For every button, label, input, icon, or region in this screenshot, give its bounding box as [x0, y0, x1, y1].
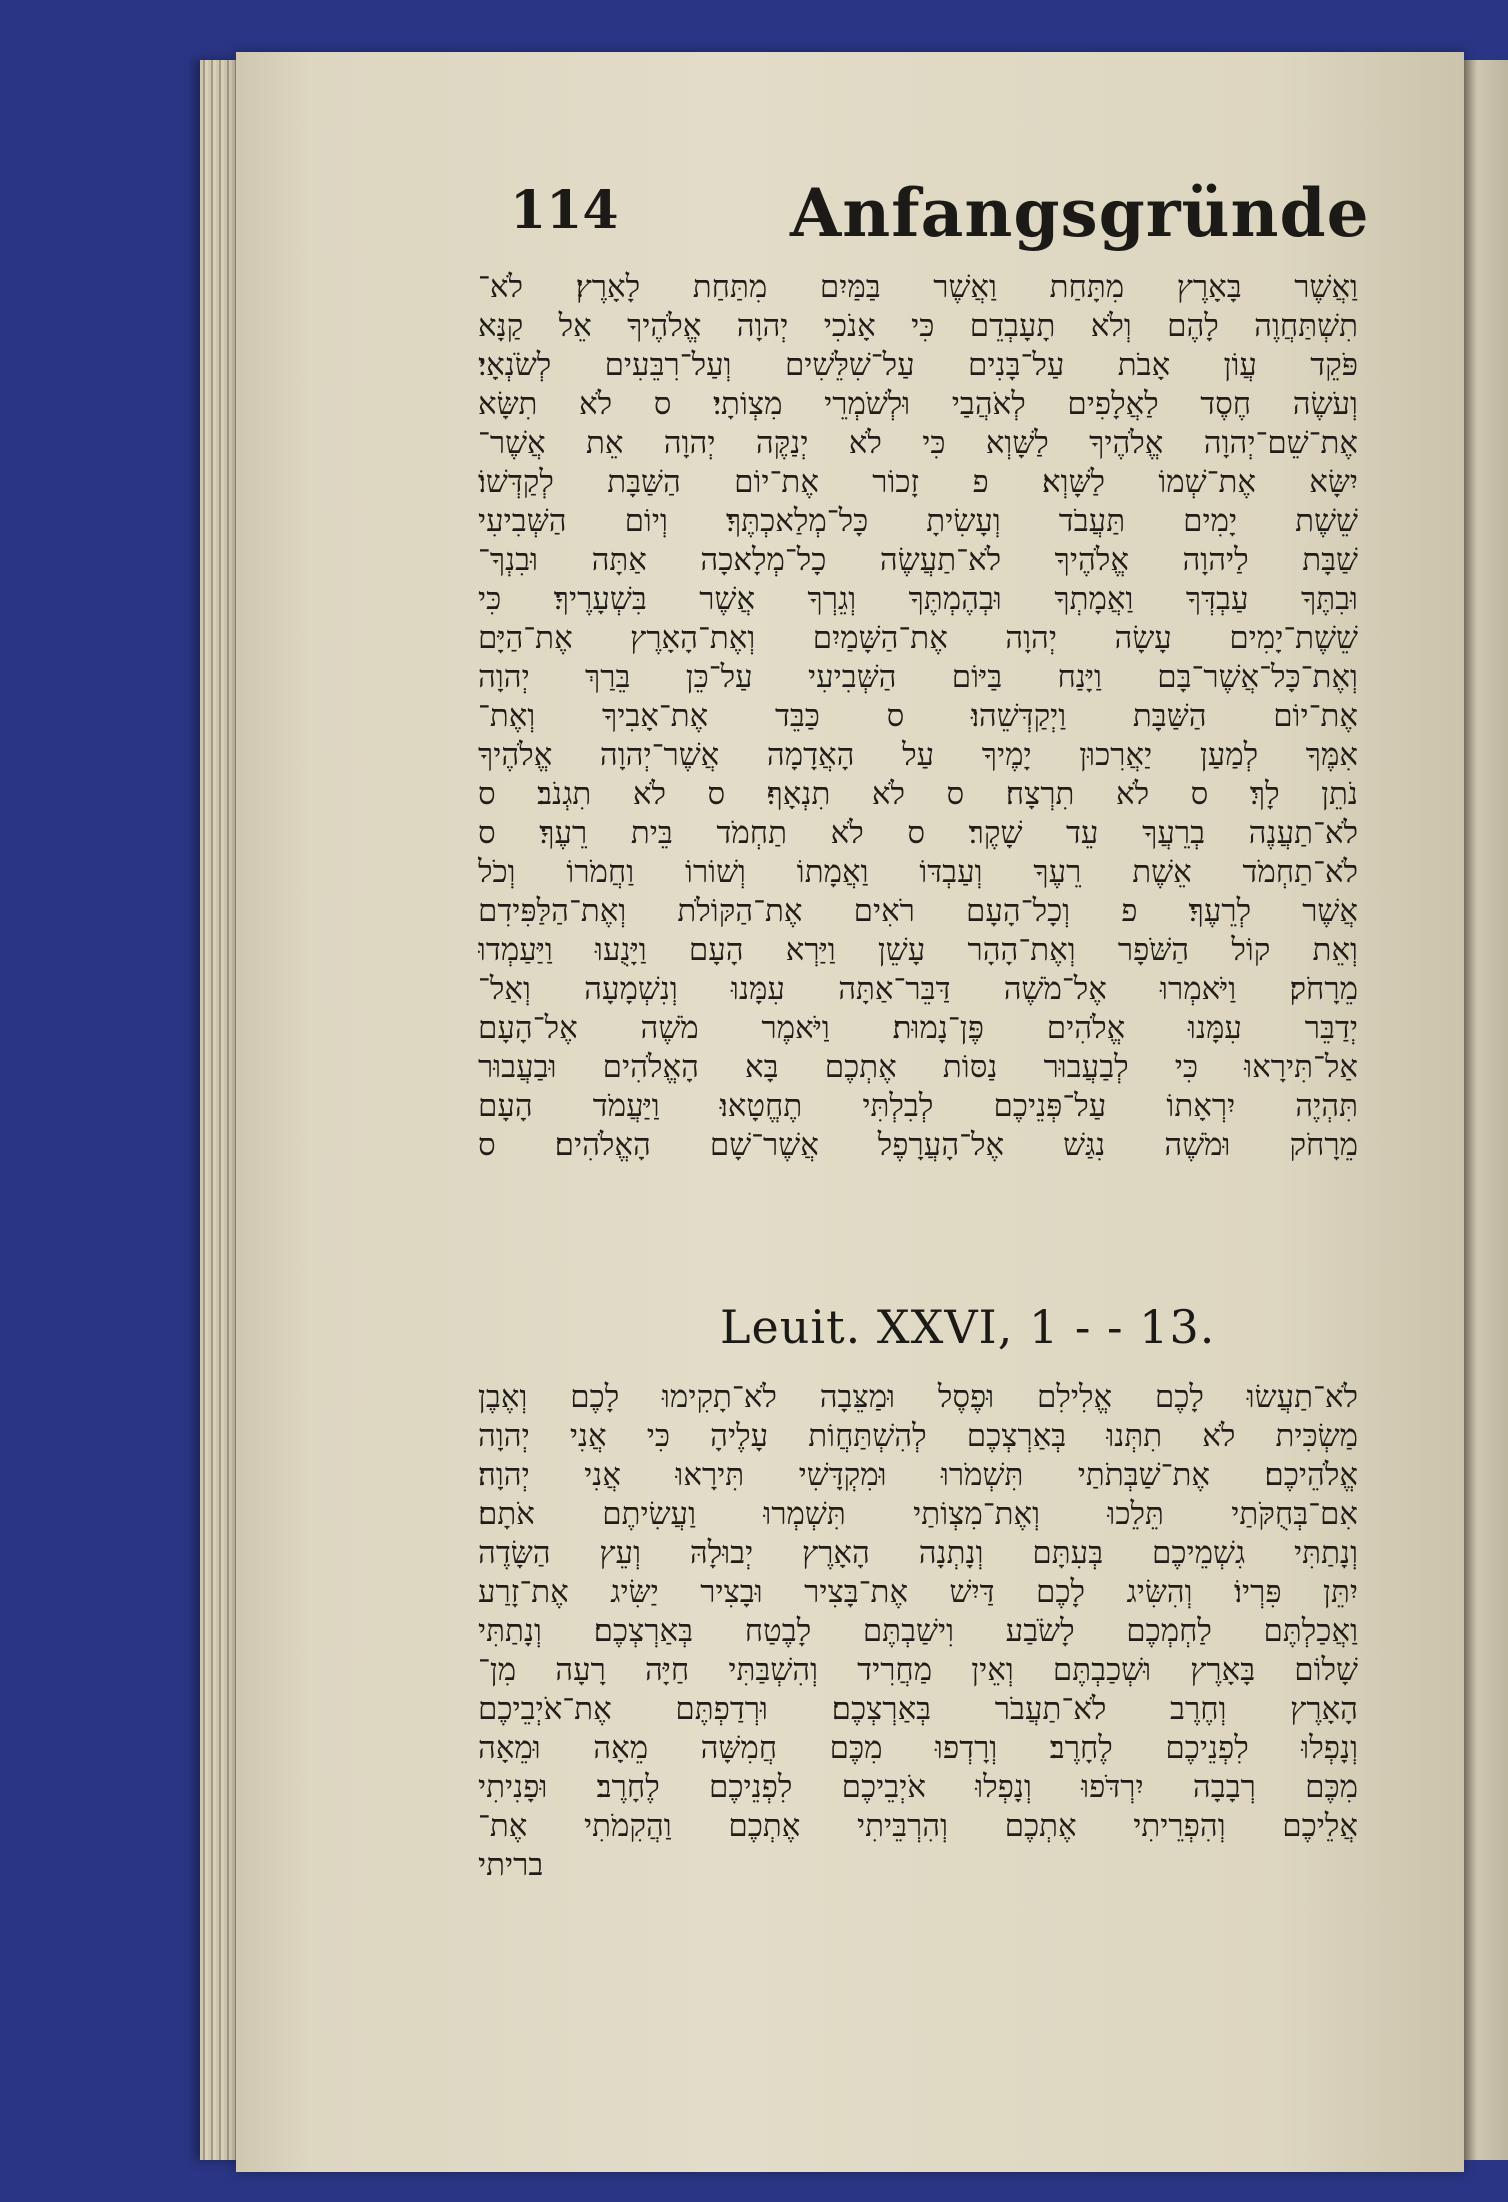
text-line: תִשְׁתַּחֲוֶה לָהֶם וְלֹא תָעָבְדֵם כִּי אָנֹכִי יְהוָה אֱלֹהֶיךָ אֵל קַנָּא [478, 308, 1358, 344]
text-line: אַל־תִּירָאוּ כִּי לְבַעֲבוּר נַסּוֹת אֶתְכֶם בָּא הָאֱלֹהִים וּבַעֲבוּר [478, 1049, 1358, 1085]
text-line: וְאֶת־כָּל־אֲשֶׁר־בָּם וַיָּנַח בַּיּוֹם הַשְּׁבִיעִי עַל־כֵּן בֵּרַךְ יְהוָה [478, 659, 1358, 695]
text-line: פֹּקֵד עֲוֹן אָבֹת עַל־בָּנִים עַל־שִׁלֵּשִׁים וְעַל־רִבֵּעִים לְשֹׂנְאָי׃ [478, 347, 1358, 383]
text-line: אֲלֵיכֶם וְהִפְרֵיתִי אֶתְכֶם וְהִרְבֵּיתִי אֶתְכֶם וַהֲקִמֹתִי אֶת־ [478, 1808, 1358, 1844]
text-line: מִכֶּם רְבָבָה יִרְדֹּפוּ וְנָפְלוּ אֹיְבֵיכֶם לִפְנֵיכֶם לֶחָרֶב׃ וּפָנִיתִי [478, 1769, 1358, 1805]
text-line: וַאֲכַלְתֶּם לַחְמְכֶם לָשֹׂבַע וִישַׁבְתֶּם לָבֶטַח בְּאַרְצְכֶם׃ וְנָתַתִּי [478, 1613, 1358, 1649]
text-line: נֹתֵן לָךְ׃ ס לֹא תִרְצָח׃ ס לֹא תִנְאָף׃ ס לֹא תִגְנֹב׃ ס [478, 776, 1358, 812]
text-line: וּבִתֶּךָ עַבְדְּךָ וַאֲמָתְךָ וּבְהֶמְתֶּךָ וְגֵרְךָ אֲשֶׁר בִּשְׁעָרֶיךָ׃ כִּי [478, 581, 1358, 617]
text-line: וְאֵת קוֹל הַשֹּׁפָר וְאֶת־הָהָר עָשֵׁן וַיַּרְא הָעָם וַיָּנֻעוּ וַיַּעַמְדוּ [478, 932, 1358, 968]
text-line: וְנָפְלוּ לִפְנֵיכֶם לֶחָרֶב׃ וְרָדְפוּ מִכֶּם חֲמִשָּׁה מֵאָה וּמֵאָה [478, 1730, 1358, 1766]
text-line: אִמֶּךָ לְמַעַן יַאֲרִכוּן יָמֶיךָ עַל הָאֲדָמָה אֲשֶׁר־יְהוָה אֱלֹהֶיךָ [478, 737, 1358, 773]
text-line: אֶת־יוֹם הַשַּׁבָּת וַיְקַדְּשֵׁהוּ׃ ס כַּבֵּד אֶת־אָבִיךָ וְאֶת־ [478, 698, 1358, 734]
text-line: לֹא־תַחְמֹד אֵשֶׁת רֵעֶךָ וְעַבְדּוֹ וַאֲמָתוֹ וְשׁוֹרוֹ וַחֲמֹרוֹ וְכֹל [478, 854, 1358, 890]
text-line: אִם־בְּחֻקֹּתַי תֵּלֵכוּ וְאֶת־מִצְוֹתַי תִּשְׁמְרוּ וַעֲשִׂיתֶם אֹתָם׃ [478, 1496, 1358, 1532]
text-line: אֱלֹהֵיכֶם׃ אֶת־שַׁבְּתֹתַי תִּשְׁמֹרוּ וּמִקְדָּשִׁי תִּירָאוּ אֲנִי יְהוָה׃ [478, 1457, 1358, 1493]
text-line: יְדַבֵּר עִמָּנוּ אֱלֹהִים פֶּן־נָמוּת׃ וַיֹּאמֶר מֹשֶׁה אֶל־הָעָם [478, 1010, 1358, 1046]
section-heading: Leuit. XXVI, 1 - - 13. [720, 1300, 1216, 1354]
text-line: שַׁבָּת לַיהוָה אֱלֹהֶיךָ לֹא־תַעֲשֶׂה כָל־מְלָאכָה אַתָּה וּבִנְךָ־ [478, 542, 1358, 578]
hebrew-passage-exodus [478, 268, 1358, 1165]
text-line: תִּהְיֶה יִרְאָתוֹ עַל־פְּנֵיכֶם לְבִלְתִּי תֶחֱטָאוּ׃ וַיַּעֲמֹד הָעָם [478, 1088, 1358, 1124]
text-line: וַאֲשֶׁר בָּאָרֶץ מִתָּחַת וַאֲשֶׁר בַּמַּיִם מִתַּחַת לָאָרֶץ׃ לֹא־ [478, 269, 1358, 305]
page-number: 114 [510, 180, 619, 241]
text-line: יִשָּׂא אֶת־שְׁמוֹ לַשָּׁוְא׃ פ זָכוֹר אֶת־יוֹם הַשַּׁבָּת לְקַדְּשׁוֹ׃ [478, 464, 1358, 500]
text-line: וְעֹשֶׂה חֶסֶד לַאֲלָפִים לְאֹהֲבַי וּלְשֹׁמְרֵי מִצְוֹתָי׃ ס לֹא תִשָּׂא [478, 386, 1358, 422]
page-header [270, 174, 1370, 260]
text-line: בריתי [478, 1847, 544, 1883]
text-line: וְנָתַתִּי גִשְׁמֵיכֶם בְּעִתָּם וְנָתְנָה הָאָרֶץ יְבוּלָהּ וְעֵץ הַשָּׂדֶה [478, 1535, 1358, 1571]
text-line: שֵׁשֶׁת־יָמִים עָשָׂה יְהוָה אֶת־הַשָּׁמַיִם וְאֶת־הָאָרֶץ אֶת־הַיָּם [478, 620, 1358, 656]
text-line: מֵרָחֹק וּמֹשֶׁה נִגַּשׁ אֶל־הָעֲרָפֶל אֲשֶׁר־שָׁם הָאֱלֹהִים׃ ס [478, 1127, 1358, 1163]
text-line: מַשְׂכִּית לֹא תִתְּנוּ בְּאַרְצְכֶם לְהִשְׁתַּחֲוֹת עָלֶיהָ כִּי אֲנִי יְהוָה [478, 1418, 1358, 1454]
text-line: מֵרָחֹק׃ וַיֹּאמְרוּ אֶל־מֹשֶׁה דַּבֵּר־אַתָּה עִמָּנוּ וְנִשְׁמָעָה וְאַל־ [478, 971, 1358, 1007]
text-line: שֵׁשֶׁת יָמִים תַּעֲבֹד וְעָשִׂיתָ כָּל־מְלַאכְתֶּךָ׃ וְיוֹם הַשְּׁבִיעִי [478, 503, 1358, 539]
text-line: לֹא־תַעֲשׂוּ לָכֶם אֱלִילִם וּפֶסֶל וּמַצֵּבָה לֹא־תָקִימוּ לָכֶם וְאֶבֶן [478, 1379, 1358, 1415]
running-title: Anfangsgründe [790, 174, 1370, 252]
text-line: לֹא־תַעֲנֶה בְרֵעֲךָ עֵד שָׁקֶר׃ ס לֹא תַחְמֹד בֵּית רֵעֶךָ׃ ס [478, 815, 1358, 851]
text-line: הָאָרֶץ וְחֶרֶב לֹא־תַעֲבֹר בְּאַרְצְכֶם׃ וּרְדַפְתֶּם אֶת־אֹיְבֵיכֶם [478, 1691, 1358, 1727]
book-page-edges [200, 60, 240, 2160]
facing-page-edge [1464, 60, 1508, 2160]
text-line: אֲשֶׁר לְרֵעֶךָ׃ פ וְכָל־הָעָם רֹאִים אֶת־הַקּוֹלֹת וְאֶת־הַלַּפִּידִם [478, 893, 1358, 929]
text-line: שָׁלוֹם בָּאָרֶץ וּשְׁכַבְתֶּם וְאֵין מַחֲרִיד וְהִשְׁבַּתִּי חַיָּה רָעָה מִן־ [478, 1652, 1358, 1688]
text-line: אֶת־שֵׁם־יְהוָה אֱלֹהֶיךָ לַשָּׁוְא כִּי לֹא יְנַקֶּה יְהוָה אֵת אֲשֶׁר־ [478, 425, 1358, 461]
text-line: יִתֵּן פִּרְיוֹ׃ וְהִשִּׂיג לָכֶם דַּיִשׁ אֶת־בָּצִיר וּבָצִיר יַשִּׂיג אֶת־זָרַע [478, 1574, 1358, 1610]
hebrew-passage-leviticus [478, 1378, 1358, 1885]
